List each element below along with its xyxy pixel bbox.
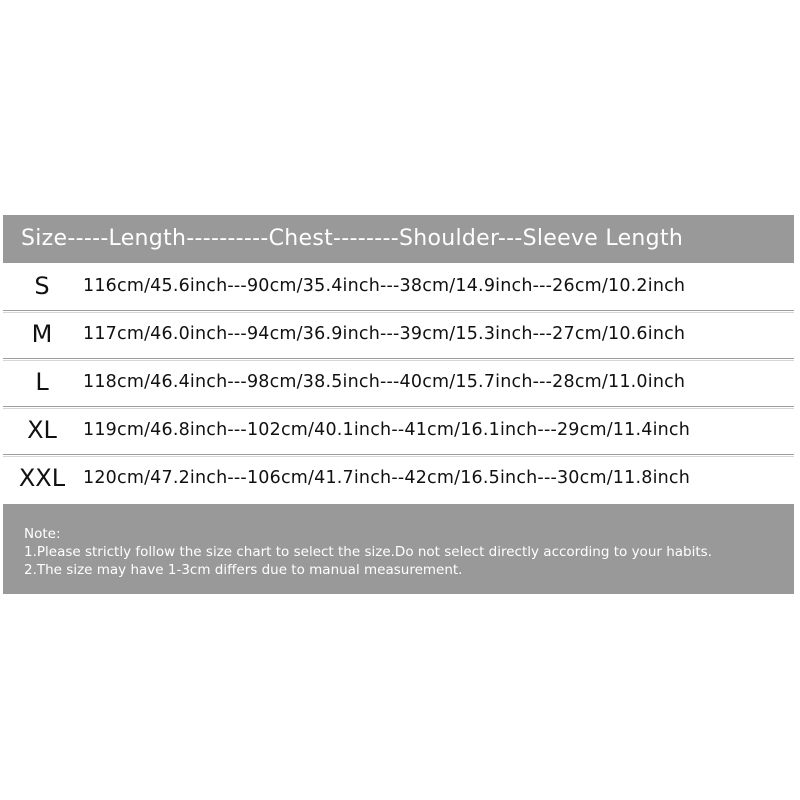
- size-label: M: [31, 320, 53, 348]
- size-row-xl: [3, 407, 794, 455]
- note-line-2: 2.The size may have 1-3cm differs due to manual measurement.: [24, 562, 463, 578]
- size-measurements: 119cm/46.8inch---102cm/40.1inch--41cm/16.1inch---29cm/11.4inch: [83, 420, 691, 440]
- note-box: [3, 504, 794, 594]
- size-chart-header: Size-----Length----------Chest--------Shoulder---Sleeve Length: [3, 215, 794, 263]
- size-row-l: [3, 359, 794, 407]
- size-measurements: 120cm/47.2inch---106cm/41.7inch--42cm/16.5inch---30cm/11.8inch: [83, 468, 691, 488]
- size-measurements: 116cm/45.6inch---90cm/35.4inch---38cm/14.9inch---26cm/10.2inch: [83, 276, 686, 296]
- note-line-1: 1.Please strictly follow the size chart to select the size.Do not select directly according to your habits.: [24, 544, 712, 560]
- size-row-xxl: [3, 455, 794, 503]
- size-measurements: 117cm/46.0inch---94cm/36.9inch---39cm/15.3inch---27cm/10.6inch: [83, 324, 686, 344]
- size-measurements: 118cm/46.4inch---98cm/38.5inch---40cm/15.7inch---28cm/11.0inch: [83, 372, 686, 392]
- size-row-m: [3, 311, 794, 359]
- size-chart: [3, 215, 794, 503]
- size-label: XXL: [18, 464, 66, 492]
- note-title: Note:: [24, 526, 61, 542]
- size-label: L: [35, 368, 49, 396]
- size-label: S: [34, 272, 50, 300]
- size-label: XL: [27, 416, 57, 444]
- size-row-s: [3, 263, 794, 311]
